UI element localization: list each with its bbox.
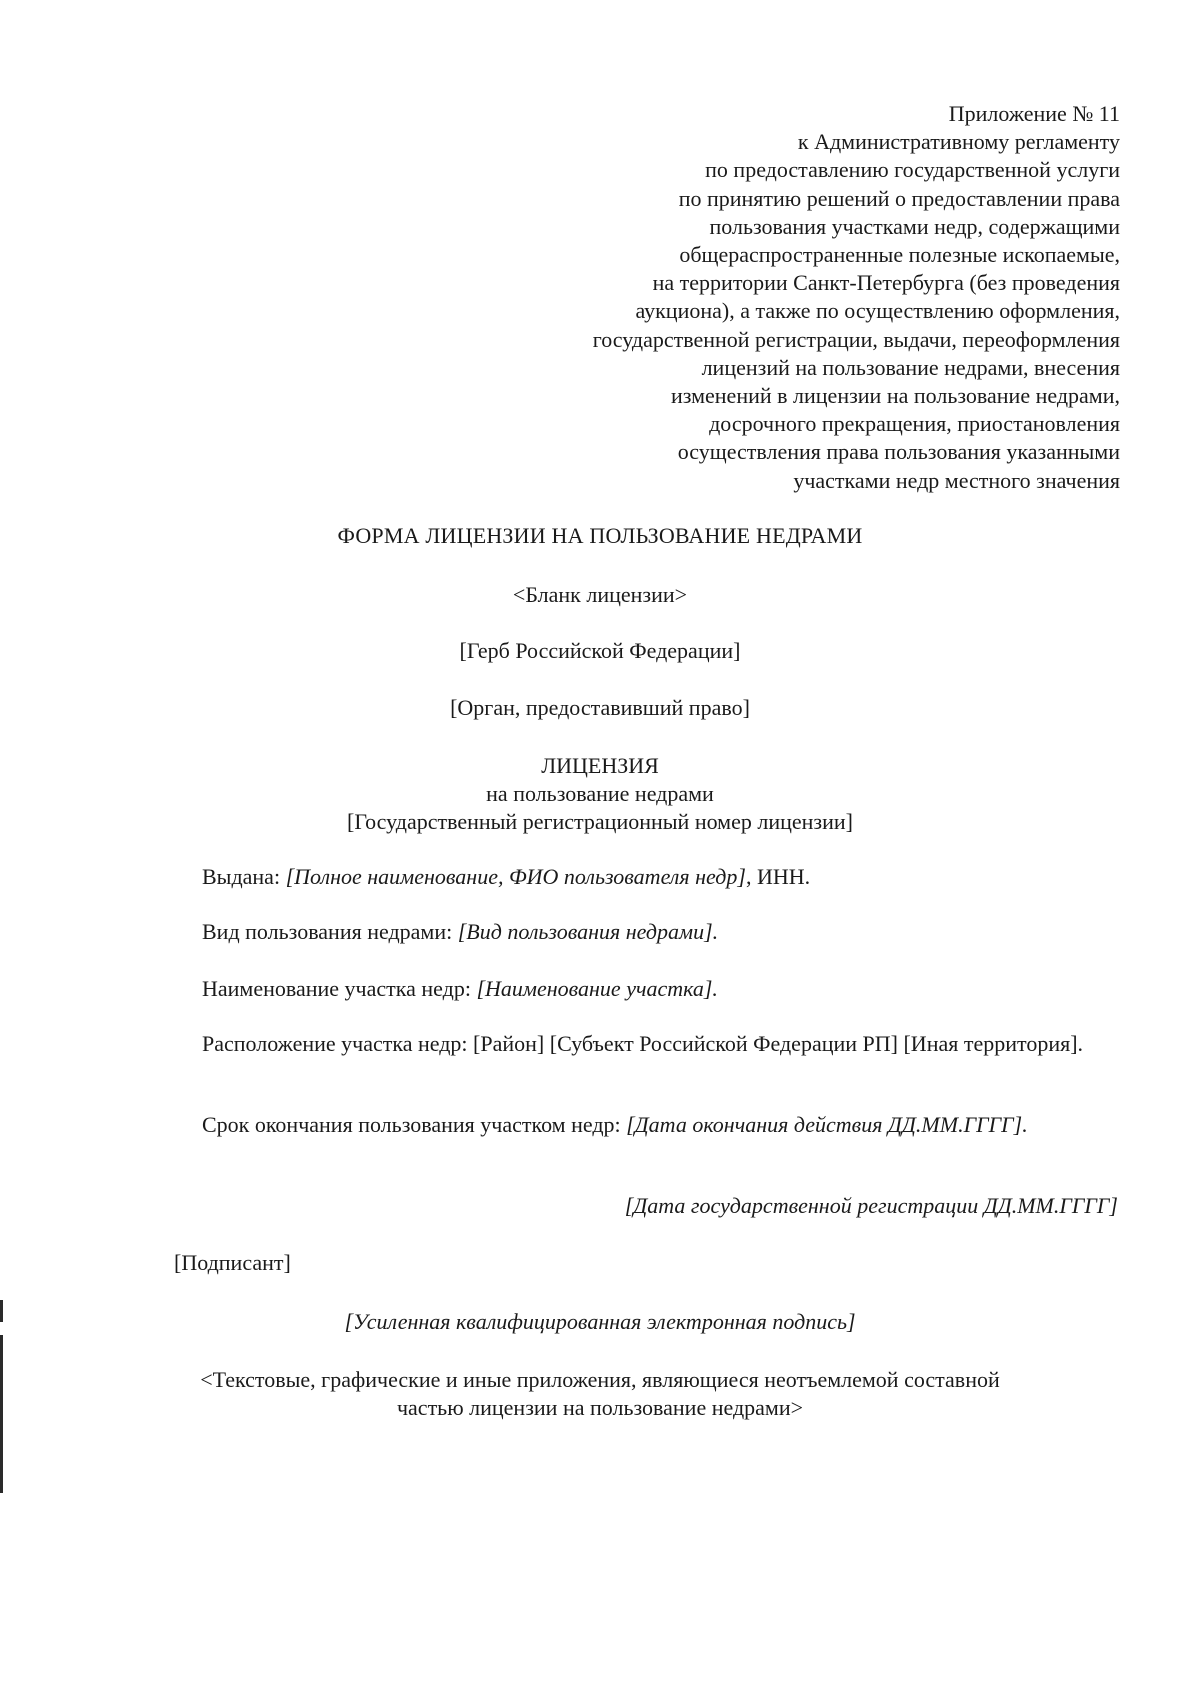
header-line: общераспространенные полезные ископаемые, — [679, 242, 1120, 268]
area-name-field — [202, 975, 1142, 1003]
end-date-label: Срок окончания пользования участком недр: — [202, 1112, 627, 1137]
location-field: Расположение участка недр: [Район] [Субъект Российской Федерации РП] [Иная территория]. — [202, 1031, 1084, 1056]
issued-label: Выдана: — [202, 864, 286, 889]
header-line: по предоставлению государственной услуги — [705, 157, 1120, 183]
header-line: к Административному регламенту — [797, 129, 1120, 155]
end-date-field — [174, 1111, 1114, 1139]
header-line: изменений в лицензии на пользование недрами, — [670, 383, 1120, 409]
issuing-organ-placeholder: [Орган, предоставивший право] — [450, 695, 750, 720]
attachments-line: <Текстовые, графические и иные приложения, являющиеся неотъемлемой составной — [200, 1367, 1000, 1392]
header-line: государственной регистрации, выдачи, переоформления — [592, 326, 1120, 352]
license-reg-number: [Государственный регистрационный номер лицензии] — [347, 809, 853, 834]
header-line: на территории Санкт-Петербурга (без проведения — [652, 270, 1120, 296]
form-title: ФОРМА ЛИЦЕНЗИИ НА ПОЛЬЗОВАНИЕ НЕДРАМИ — [337, 523, 863, 548]
area-name-value: [Наименование участка]. — [476, 976, 718, 1001]
area-name-label: Наименование участка недр: — [202, 976, 477, 1001]
use-type-value: [Вид пользования недрами]. — [457, 919, 719, 944]
coat-of-arms-placeholder: [Герб Российской Федерации] — [459, 638, 741, 663]
header-line: аукциона), а также по осуществлению оформления, — [635, 298, 1120, 324]
registration-date-placeholder: [Дата государственной регистрации ДД.ММ.ГГГГ] — [624, 1193, 1118, 1218]
header-line: по принятию решений о предоставлении права — [678, 185, 1120, 211]
issued-suffix: , ИНН. — [745, 864, 811, 889]
appendix-header — [480, 100, 1120, 495]
header-line: Приложение № 11 — [948, 101, 1120, 126]
header-line: осуществления права пользования указанными — [677, 439, 1120, 465]
license-subtitle: на пользование недрами — [486, 781, 714, 806]
scan-margin-mark — [0, 1300, 3, 1322]
header-line: досрочного прекращения, приостановления — [709, 411, 1120, 437]
signer-placeholder: [Подписант] — [174, 1250, 291, 1275]
attachments-note — [0, 1366, 1200, 1422]
attachments-line: частью лицензии на пользование недрами> — [396, 1395, 804, 1420]
issued-value: [Полное наименование, ФИО пользователя недр] — [285, 864, 746, 889]
scan-margin-mark — [0, 1335, 3, 1493]
header-line: участками недр местного значения — [793, 467, 1120, 493]
header-line: лицензий на пользование недрами, внесения — [701, 354, 1120, 380]
electronic-signature-placeholder: [Усиленная квалифицированная электронная подпись] — [344, 1309, 856, 1334]
license-title-block — [0, 752, 1200, 836]
header-line: пользования участками недр, содержащими — [709, 213, 1120, 239]
use-type-label: Вид пользования недрами: — [202, 919, 458, 944]
issued-to-field — [202, 863, 1142, 891]
use-type-field — [202, 918, 1142, 946]
license-title: ЛИЦЕНЗИЯ — [541, 753, 659, 778]
license-blank-placeholder: <Бланк лицензии> — [512, 582, 688, 607]
end-date-value: [Дата окончания действия ДД.ММ.ГГГГ]. — [626, 1112, 1028, 1137]
